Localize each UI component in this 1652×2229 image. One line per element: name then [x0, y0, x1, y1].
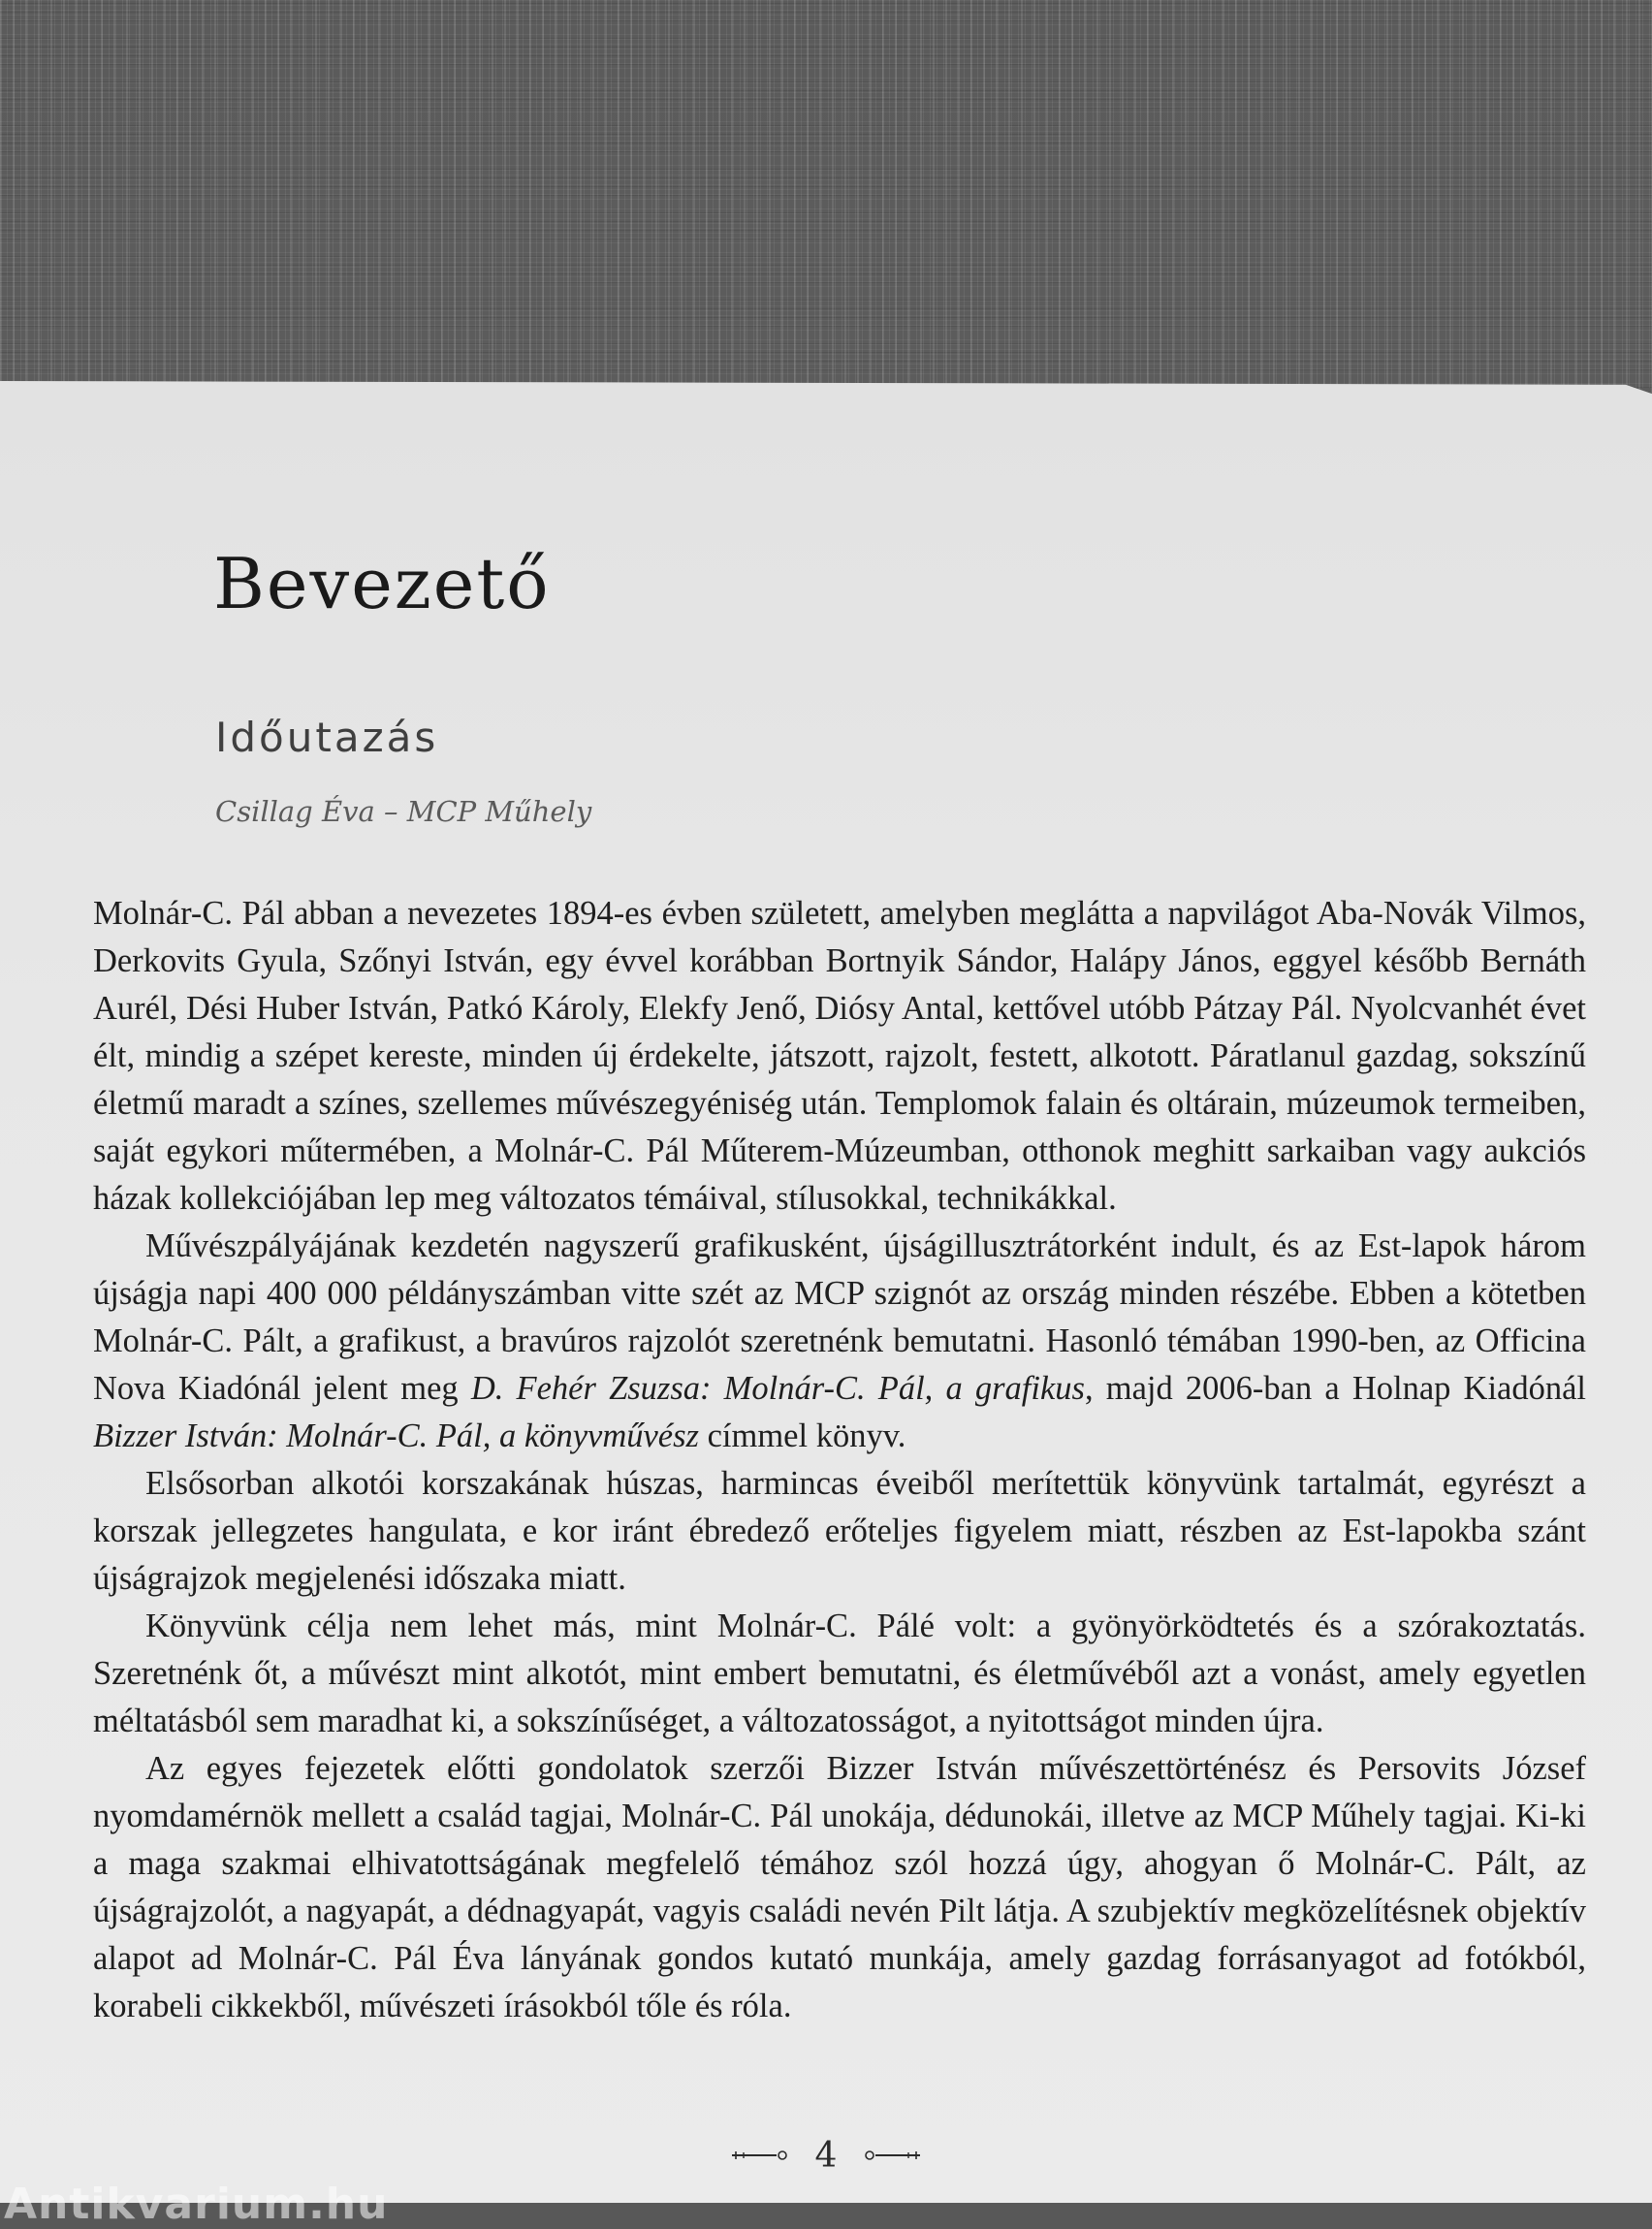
paragraph-2-text-a: Művészpályájának kezdetén nagyszerű grafikusként, újságillusztrátorként indult, és az Est-lapok három újságja napi 400 000 példányszámban vitte szét az MCP szignót az ország minden részébe. Ebben a kötetben Molnár-C. Pált, a grafikust, a bravúros rajzolót szeretnénk bemutatni. Hasonló témában 1990-ben, az Officina Nova Kiadónál jelent meg: [93, 1227, 1586, 1407]
paragraph-2-text-b: , majd 2006-ban a Holnap Kiadónál: [1084, 1370, 1586, 1407]
right-ornament-icon: [858, 2149, 922, 2161]
wood-table-background: [0, 0, 1652, 388]
paragraph-3: Elsősorban alkotói korszakának húszas, harmincas éveiből merítettük könyvünk tartalmát, egyrészt a korszak jellegzetes hangulata, e kor iránt ébredező erőteljes figyelem miatt, részben az Est-lapokba szánt újságrajzok megjelenési időszaka miatt.: [93, 1465, 1586, 1597]
citation-fehér: D. Fehér Zsuzsa: Molnár-C. Pál, a grafikus: [470, 1370, 1085, 1407]
paragraph-2: [93, 1223, 1586, 1460]
watermark: Antikvarium.hu: [4, 2180, 389, 2229]
page-number: 4: [814, 2135, 838, 2176]
body-text: [93, 890, 1586, 2030]
page-folio: [0, 2133, 1652, 2176]
citation-bizzer: Bizzer István: Molnár-C. Pál, a könyvművész: [93, 1417, 699, 1454]
paragraph-5: Az egyes fejezetek előtti gondolatok szerzői Bizzer István művészettörténész és Persovits József nyomdamérnök mellett a család tagjai, Molnár-C. Pál unokája, dédunokái, illetve az MCP Műhely tagjai. Ki-ki a maga szakmai elhivatottságának megfelelő témához szól hozzá úgy, ahogyan ő Molnár-C. Pált, az újságrajzolót, a nagyapát, a dédnagyapát, vagyis családi nevén Pilt látja. A szubjektív megközelítésnek objektív alapot ad Molnár-C. Pál Éva lányának gondos kutató munkája, amely gazdag forrásanyagot ad fotókból, korabeli cikkekből, művészeti írásokból tőle és róla.: [93, 1750, 1586, 2024]
left-ornament-icon: [730, 2149, 794, 2161]
paragraph-2-text-c: címmel könyv.: [698, 1417, 906, 1454]
section-title: Időutazás: [215, 714, 439, 761]
paragraph-4: Könyvünk célja nem lehet más, mint Molnár-C. Pálé volt: a gyönyörködtetés és a szórakoztatás. Szeretnénk őt, a művészt mint alkotót, mint embert bemutatni, és életművéből azt a vonást, amely egyetlen méltatásból sem maradhat ki, a sokszínűséget, a változatosságot, a nyitottságot minden újra.: [93, 1608, 1586, 1739]
author-line: Csillag Éva – MCP Műhely: [215, 795, 592, 828]
paragraph-1: Molnár-C. Pál abban a nevezetes 1894-es évben született, amelyben meglátta a napvilágot Aba-Novák Vilmos, Derkovits Gyula, Szőnyi István, egy évvel korábban Bortnyik Sándor, Halápy János, eggyel később Bernáth Aurél, Dési Huber István, Patkó Károly, Elekfy Jenő, Diósy Antal, kettővel utóbb Pátzay Pál. Nyolcvanhét évet élt, mindig a szépet kereste, minden új érdekelte, játszott, rajzolt, festett, alkotott. Páratlanul gazdag, sokszínű életmű maradt a színes, szellemes művészegyéniség után. Templomok falain és oltárain, múzeumok termeiben, saját egykori műtermében, a Molnár-C. Pál Műterem-Múzeumban, otthonok meghitt sarkaiban vagy aukciós házak kollekciójában lep meg változatos témáival, stílusokkal, technikákkal.: [93, 895, 1586, 1217]
chapter-heading: Bevezető: [213, 543, 551, 624]
